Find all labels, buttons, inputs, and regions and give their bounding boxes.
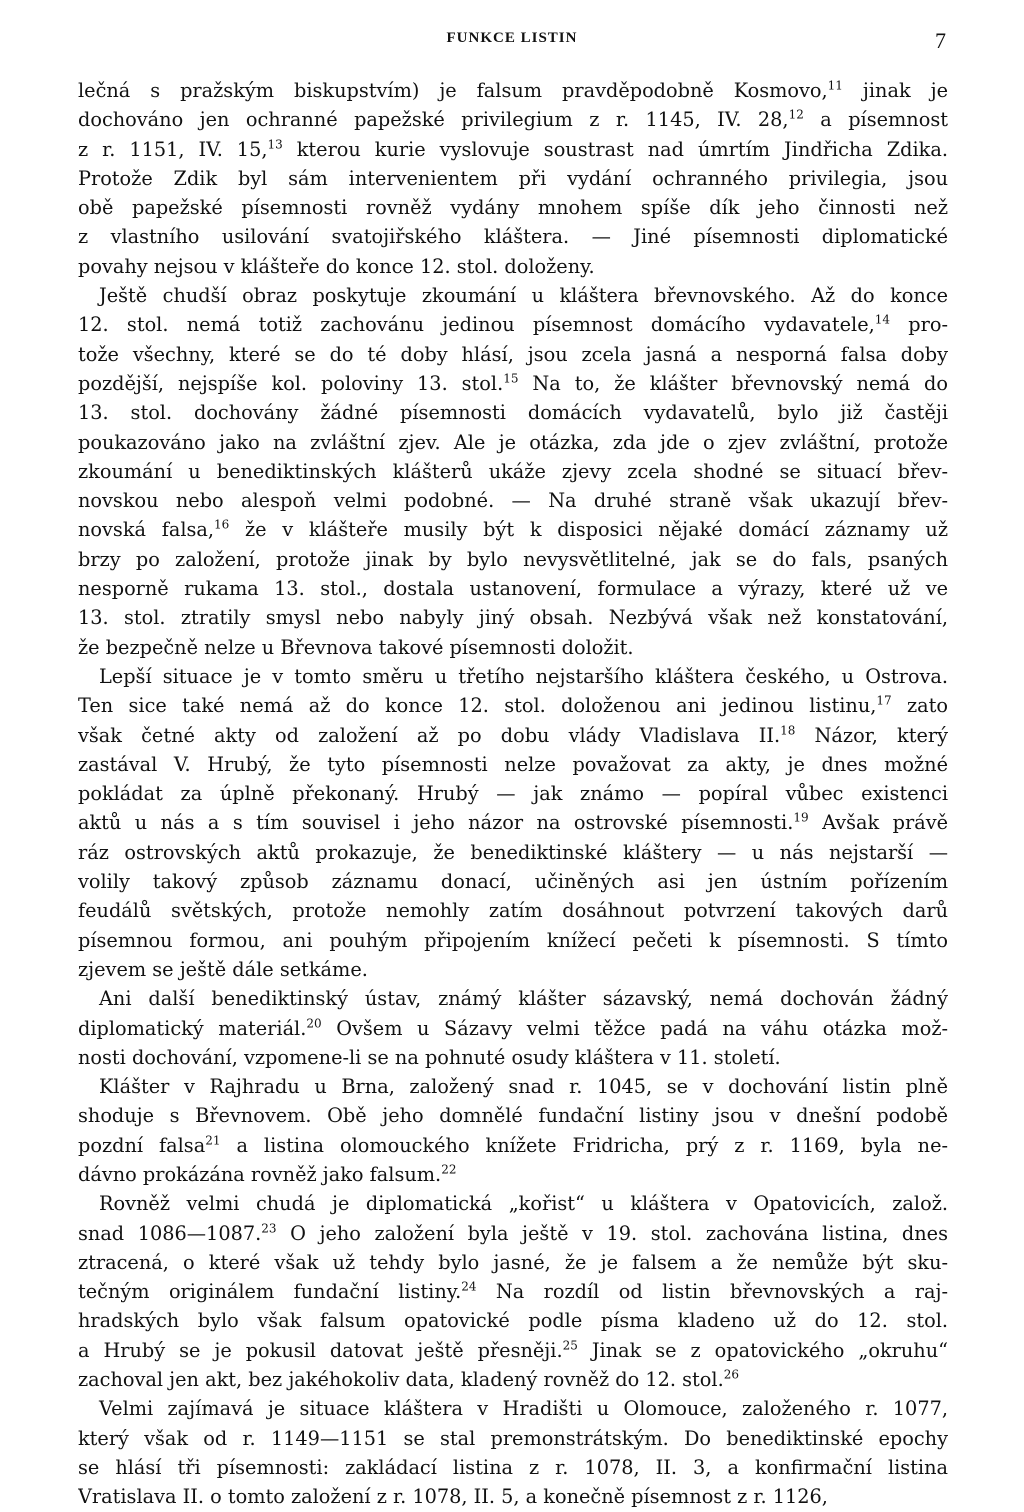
text-line: Ještě chudší obraz poskytuje zkoumání u kláštera břevnovského. Až do konce (99, 284, 948, 308)
text-line: Vratislava II. o tomto založení z r. 1078, II. 5, a konečně písemnost z r. 1126, (78, 1485, 828, 1509)
text-line: zastával V. Hrubý, že tyto písemnosti nelze považovat za akty, je dnes možné (78, 752, 948, 776)
footnote-marker: 23 (261, 1221, 277, 1236)
text-line: dochováno jen ochranné papežské privilegium z r. 1145, IV. 28,12 a písemnost (78, 107, 948, 132)
text-line: však četné akty od založení až po dobu vlády Vladislava II.$^{18}$ Názor, který (78, 723, 948, 747)
text-line: ráz ostrovských aktů prokazuje, že benediktinské kláštery — u nás nejstarší — (78, 840, 948, 864)
text-line: ztracená, o které však už tehdy bylo jasné, že je falsem a že nemůže být sku- (78, 1250, 948, 1274)
text-line: shoduje s Břevnovem. Obě jeho domnělé fundační listiny jsou v dnešní podobě (78, 1104, 948, 1128)
text-line: Velmi zajímavá je situace kláštera v Hradišti u Olomouce, založeného r. 1077, (99, 1397, 948, 1421)
text-line: se hlásí tři písemnosti: zakládací listina z r. 1078, II. 3, a konfirmační listina (78, 1455, 948, 1479)
text-line: aktů u nás a s tím souvisel i jeho názor na ostrovské písemnosti.$^{19}$ Avšak právě (78, 811, 948, 835)
text-line: 12. stol. nemá totiž zachovánu jedinou písemnost domácího vydavatele,$^{14}$ pro- (78, 312, 948, 337)
footnote-marker: 26 (723, 1367, 739, 1382)
running-head: FUNKCE LISTIN (446, 30, 578, 46)
text-line: lečná s pražským biskupstvím) je falsum pravděpodobně Kosmovo,$^{11}$ jinak je (78, 78, 948, 102)
text-line: zkoumání u benediktinských klášterů ukáže zjevy zcela shodné se situací břev- (78, 459, 948, 483)
footnote-marker: 13 (267, 137, 283, 152)
text-line: tečným originálem fundační listiny.$^{24}$ Na rozdíl od listin břevnovských a raj- (78, 1279, 948, 1304)
text-line: povahy nejsou v klášteře do konce 12. stol. doloženy. (78, 254, 595, 278)
text-line: novskou nebo alespoň velmi podobné. — Na druhé straně však ukazují břev- (78, 489, 948, 513)
footnote-marker: 12 (788, 107, 804, 122)
footnote-marker: 18 (780, 723, 796, 738)
text-line: zjevem se ještě dále setkáme. (78, 957, 368, 981)
footnote-marker: 21 (205, 1133, 221, 1148)
text-line: Rovněž velmi chudá je diplomatická „kořist“ u kláštera v Opatovicích, založ. (99, 1192, 948, 1216)
text-line: 13. stol. ztratily smysl nebo nabyly jiný obsah. Nezbývá však než konstatování, (78, 606, 948, 630)
footnote-marker: 25 (562, 1338, 578, 1353)
text-line: feudálů světských, protože nemohly zatím dosáhnout potvrzení takových darů (78, 899, 948, 923)
text-line: pokládat za úplně překonaný. Hrubý — jak známo — popíral vůbec existenci (78, 782, 948, 806)
page-number: 7 (935, 28, 946, 53)
text-line: Protože Zdik byl sám intervenientem při vydání ochranného privilegia, jsou (78, 166, 948, 190)
text-line: tože všechny, které se do té doby hlásí, jsou zcela jasná a nesporná falsa doby (78, 342, 948, 366)
text-line: hradských bylo však falsum opatovické podle písma kladeno už do 12. stol. (78, 1309, 948, 1333)
body-text (78, 76, 948, 1512)
text-line: poukazováno jako na zvláštní zjev. Ale je otázka, zda jde o zjev zvláštní, protože (78, 430, 948, 454)
footnote-marker: 15 (503, 371, 519, 386)
text-line: z r. 1151, IV. 15,13 kterou kurie vyslovuje soustrast nad úmrtím Jindřicha Zdika. (78, 137, 948, 161)
text-line: z vlastního usilování svatojiřského kláštera. — Jiné písemnosti diplomatické (78, 225, 948, 249)
text-line: že bezpečně nelze u Břevnova takové písemnosti doložit. (78, 635, 634, 659)
text-line: obě papežské písemnosti rovněž vydány mnohem spíše dík jeho činnosti než (78, 196, 948, 220)
text-line: nesporně rukama 13. stol., dostala ustanovení, formulace a výrazy, které už ve (78, 577, 948, 601)
footnote-marker: 17 (876, 693, 892, 708)
footnote-marker: 22 (441, 1162, 457, 1177)
footnote-marker: 19 (793, 811, 809, 825)
footnote-marker: 11 (827, 78, 843, 93)
text-line: nosti dochování, vzpomene-li se na pohnuté osudy kláštera v 11. století. (78, 1045, 781, 1069)
footnote-marker: 16 (214, 518, 230, 533)
text-line: dávno prokázána rovněž jako falsum.$^{22}$ (78, 1162, 457, 1186)
text-line: Ten sice také nemá až do konce 12. stol. doloženou ani jedinou listinu,$^{17}$ zato (78, 693, 948, 718)
text-line: písemnou formou, ani pouhým připojením knížecí pečeti k písemnosti. S tímto (78, 928, 948, 952)
text-line: a Hrubý se je pokusil datovat ještě přesněji.$^{25}$ Jinak se z opatovického „okruhu“ (78, 1338, 948, 1362)
text-line: 13. stol. dochovány žádné písemnosti domácích vydavatelů, bylo již častěji (78, 401, 948, 425)
text-line: novská falsa,$^{16}$ že v klášteře musily být k disposici nějaké domácí záznamy už (78, 518, 948, 542)
footnote-marker: 24 (461, 1279, 477, 1294)
text-line: zachoval jen akt, bez jakéhokoliv data, kladený rovněž do 12. stol.$^{26}$ (78, 1367, 739, 1392)
text-line: volily takový způsob záznamu donací, učiněných asi jen ústním pořízením (78, 870, 948, 894)
text-line: Lepší situace je v tomto směru u třetího nejstaršího kláštera českého, u Ostrova. (99, 664, 948, 688)
footnote-marker: 20 (306, 1016, 322, 1031)
footnote-marker: 14 (874, 312, 891, 327)
text-line: pozdní falsa$^{21}$ a listina olomouckého knížete Fridricha, prý z r. 1169, byla ne- (78, 1133, 948, 1157)
text-line: brzy po založení, protože jinak by bylo nevysvětlitelné, jak se do fals, psaných (78, 547, 948, 571)
text-line: pozdější, nejspíše kol. poloviny 13. stol.$^{15}$ Na to, že klášter břevnovský nemá do (78, 371, 948, 395)
text-line: diplomatický materiál.$^{20}$ Ovšem u Sázavy velmi těžce padá na váhu otázka mož- (78, 1016, 948, 1040)
text-line: Ani další benediktinský ústav, známý klášter sázavský, nemá dochován žádný (99, 987, 948, 1011)
text-line: snad 1086—1087.23 O jeho založení byla ještě v 19. stol. zachována listina, dnes (78, 1221, 948, 1245)
text-line: který však od r. 1149—1151 se stal premonstrátským. Do benediktinské epochy (78, 1426, 948, 1450)
text-line: Klášter v Rajhradu u Brna, založený snad r. 1045, se v dochování listin plně (99, 1075, 948, 1099)
